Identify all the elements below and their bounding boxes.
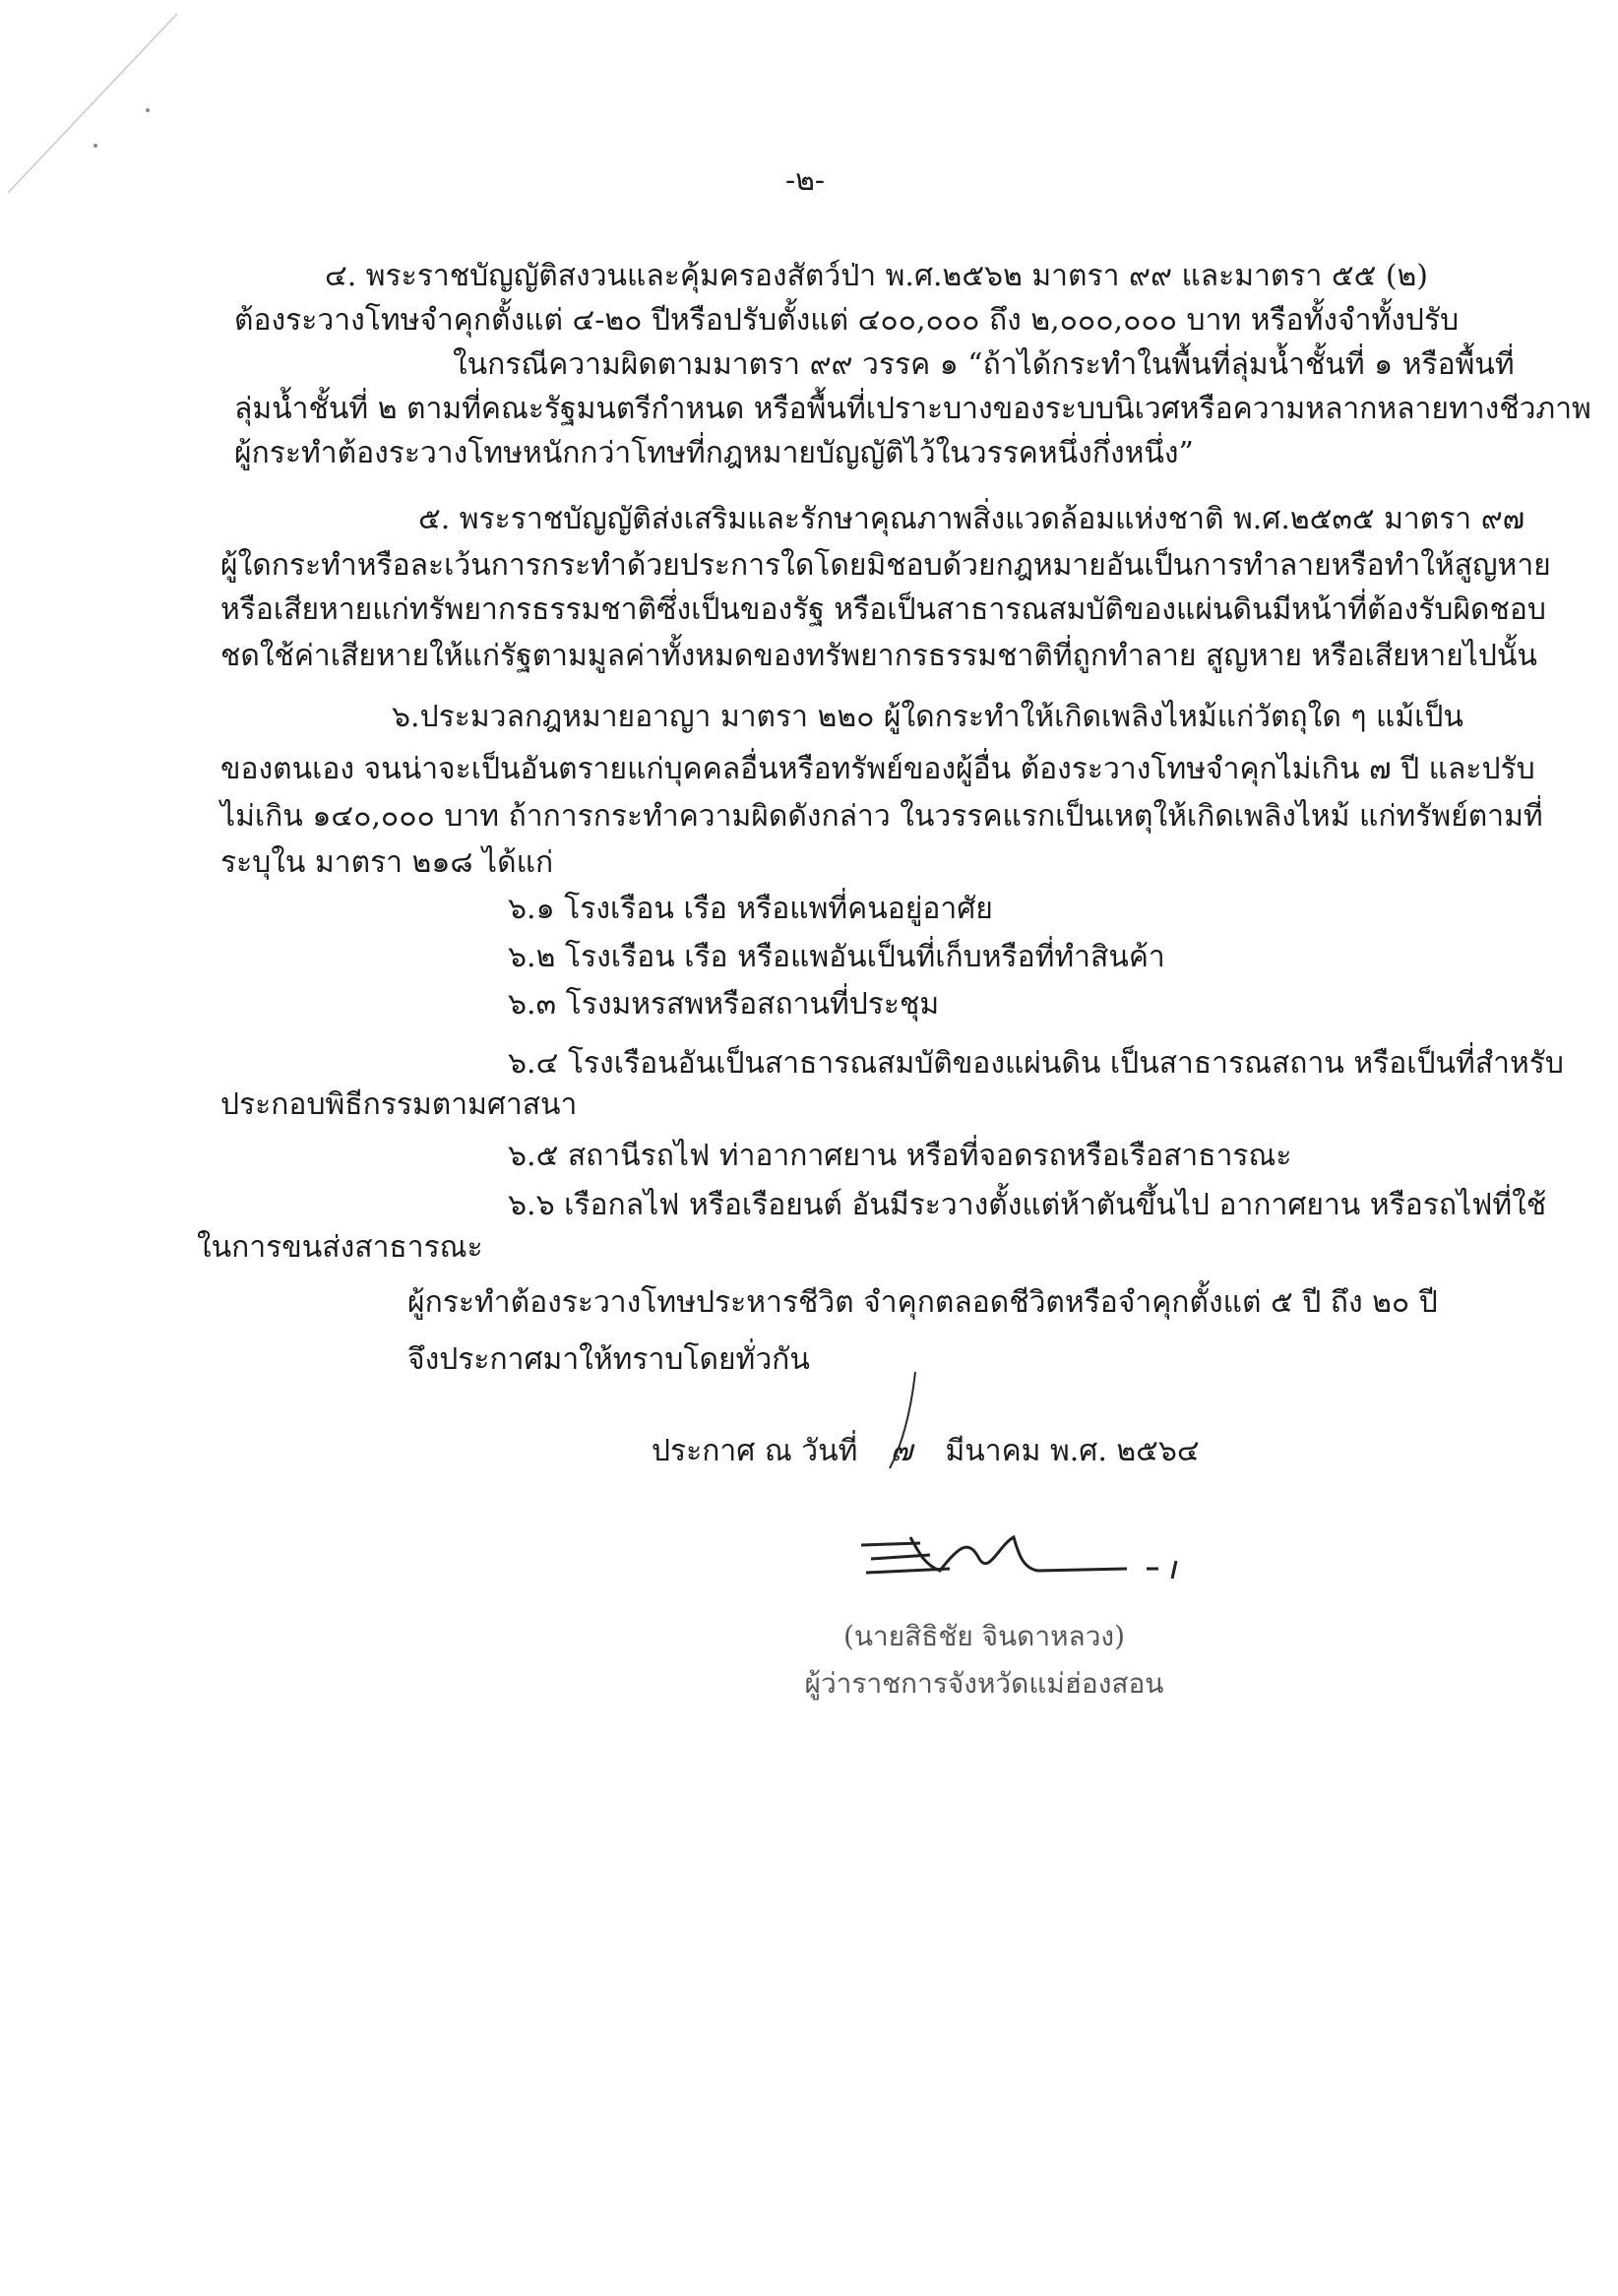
item-6-1: ๖.๑ โรงเรือน เรือ หรือแพที่คนอยู่อาศัย (508, 892, 993, 926)
date-month-year: มีนาคม พ.ศ. ๒๕๖๔ (945, 1434, 1200, 1468)
item-6-line-4: ระบุใน มาตรา ๒๑๘ ได้แก่ (220, 845, 554, 880)
item-5-line-4: ชดใช้ค่าเสียหายให้แก่รัฐตามมูลค่าทั้งหมดของทรัพยากรธรรมชาติที่ถูกทำลาย สูญหาย หรือเสียหายไปนั้น (220, 639, 1537, 673)
item-6-3: ๖.๓ โรงมหรสพหรือสถานที่ประชุม (508, 987, 940, 1022)
date-day: ๗ (890, 1434, 913, 1468)
item-6-6-continued: ในการขนส่งสาธารณะ (197, 1230, 483, 1265)
page-corner-scan-mark (0, 0, 197, 217)
item-4-line-5: ผู้กระทำต้องระวางโทษหนักกว่าโทษที่กฎหมายบัญญัติไว้ในวรรคหนึ่งกึ่งหนึ่ง” (234, 436, 1194, 470)
item-6-5: ๖.๕ สถานีรถไฟ ท่าอากาศยาน หรือที่จอดรถหรือเรือสาธารณะ (508, 1139, 1292, 1173)
item-4-line-2: ต้องระวางโทษจำคุกตั้งแต่ ๔-๒๐ ปีหรือปรับตั้งแต่ ๔๐๐,๐๐๐ ถึง ๒,๐๐๐,๐๐๐ บาท หรือทั้งจำทั้งปรับ (234, 303, 1460, 338)
announcement-date (652, 1434, 1200, 1469)
item-5-line-1: ๕. พระราชบัญญัติส่งเสริมและรักษาคุณภาพสิ่งแวดล้อมแห่งชาติ พ.ศ.๒๕๓๕ มาตรา ๙๗ (418, 502, 1525, 536)
announcement-line: จึงประกาศมาให้ทราบโดยทั่วกัน (407, 1342, 810, 1377)
signer-title: ผู้ว่าราชการจังหวัดแม่ฮ่องสอน (804, 1667, 1164, 1700)
item-6-line-3: ไม่เกิน ๑๔๐,๐๐๐ บาท ถ้าการกระทำความผิดดังกล่าว ในวรรคแรกเป็นเหตุให้เกิดเพลิงไหม้ แก่ทรัพย์ตามที่ (220, 799, 1543, 834)
page-number: -๒- (785, 163, 826, 198)
item-6-4-continued: ประกอบพิธีกรรมตามศาสนา (220, 1087, 578, 1122)
item-6-4: ๖.๔ โรงเรือนอันเป็นสาธารณสมบัติของแผ่นดิน เป็นสาธารณสถาน หรือเป็นที่สำหรับ (508, 1046, 1564, 1081)
date-handwritten-stroke (886, 1368, 925, 1476)
item-4-line-1: ๔. พระราชบัญญัติสงวนและคุ้มครองสัตว์ป่า พ.ศ.๒๕๖๒ มาตรา ๙๙ และมาตรา ๕๕ (๒) (325, 259, 1429, 293)
item-6-6: ๖.๖ เรือกลไฟ หรือเรือยนต์ อันมีระวางตั้งแต่ห้าตันขึ้นไป อากาศยาน หรือรถไฟที่ใช้ (508, 1188, 1547, 1222)
date-prefix: ประกาศ ณ วันที่ (652, 1434, 858, 1468)
item-4-line-4: ลุ่มน้ำชั้นที่ ๒ ตามที่คณะรัฐมนตรีกำหนด หรือพื้นที่เปราะบางของระบบนิเวศหรือความหลากหลายทางชีวภาพ (234, 392, 1591, 426)
item-6-line-2: ของตนเอง จนน่าจะเป็นอันตรายแก่บุคคลอื่นหรือทรัพย์ของผู้อื่น ต้องระวางโทษจำคุกไม่เกิน ๗ ปี และปรับ (220, 752, 1535, 786)
item-5-line-2: ผู้ใดกระทำหรือละเว้นการกระทำด้วยประการใดโดยมิชอบด้วยกฎหมายอันเป็นการทำลายหรือทำให้สูญหาย (220, 548, 1551, 583)
item-4-line-3: ในกรณีความผิดตามมาตรา ๙๙ วรรค ๑ “ถ้าได้กระทำในพื้นที่ลุ่มน้ำชั้นที่ ๑ หรือพื้นที่ (453, 347, 1515, 382)
item-6-line-1: ๖.ประมวลกฎหมายอาญา มาตรา ๒๒๐ ผู้ใดกระทำให้เกิดเพลิงไหม้แก่วัตถุใด ๆ แม้เป็น (392, 700, 1463, 734)
signer-name: (นายสิธิชัย จินดาหลวง) (842, 1620, 1126, 1652)
penalty-statement: ผู้กระทำต้องระวางโทษประหารชีวิต จำคุกตลอดชีวิตหรือจำคุกตั้งแต่ ๕ ปี ถึง ๒๐ ปี (407, 1285, 1438, 1320)
item-5-line-3: หรือเสียหายแก่ทรัพยากรธรรมชาติซึ่งเป็นของรัฐ หรือเป็นสาธารณสมบัติของแผ่นดินมีหน้าที่ต้องรับผิดชอบ (220, 592, 1546, 627)
item-6-2: ๖.๒ โรงเรือน เรือ หรือแพอันเป็นที่เก็บหรือที่ทำสินค้า (508, 940, 1165, 974)
handwritten-signature (851, 1525, 1206, 1584)
